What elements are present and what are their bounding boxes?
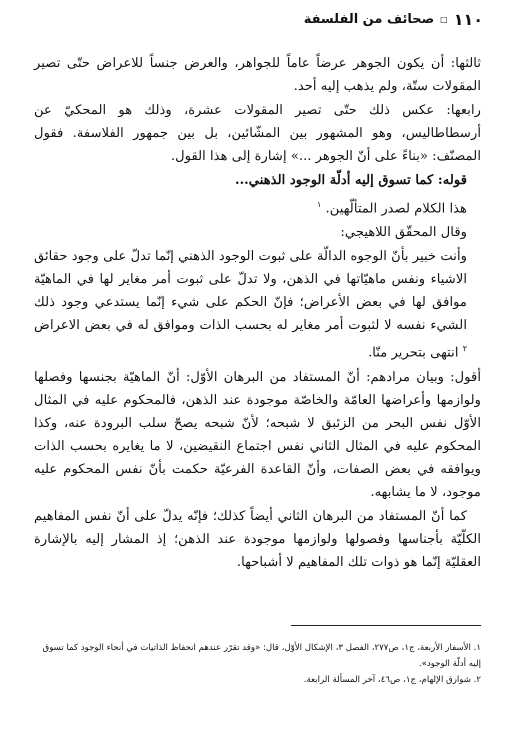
footnote-separator: [291, 625, 481, 626]
page-number: ١١٠: [453, 9, 483, 29]
square-ornament-icon: □: [440, 14, 448, 24]
footnote-ref-2: ٢: [462, 344, 467, 354]
paragraph-lahiji: وقال المحقّق اللاهيجي:: [340, 225, 467, 241]
paragraph-attribution: [34, 193, 481, 220]
footnote-1: ١. الأسفار الأربعة، ج١، ص٢٧٧، الفصل ٣، الإشكال الأوّل، قال: «وقد تقرّر عندهم انحفاظ الذاتيات في أنحاء الوجود كما تسوق إليه أدلّة الوجود».: [42, 643, 481, 669]
paragraph-third: ثالثها: أن يكون الجوهر عرضاً عاماً للجواهر، والعرض جنساً للاعراض حتّى تصير المقولات ستّة، ولم يذهب إليه أحد.: [34, 56, 481, 94]
quote-end: انتهى بتحرير منّا.: [368, 345, 459, 361]
paragraph-quote-heading: قوله: كما تسوق إليه أدلّة الوجود الذهني...: [234, 173, 467, 188]
footnote-2: ٢. شوارق الإلهام، ج١، ص٤٦، آخر المسألة الرابعة.: [303, 675, 481, 685]
running-title: صحائف من الفلسفة: [303, 11, 435, 27]
main-text: [34, 52, 481, 575]
page-header: [34, 8, 483, 30]
paragraph-fourth: رابعها: عكس ذلك حتّى تصير المقولات عشرة، وذلك هو المحكيّ عن أرسطاطاليس، وهو المشهور بين المشّائين، بل بين جمهور الفلاسفة. فقول المصنّف: «بناءً على أنّ الجوهر ...» إشارة إلى هذا القول.: [34, 103, 481, 164]
paragraph-aqulu: أقول: وبيان مرادهم: أنّ المستفاد من البرهان الأوّل: أنّ الماهيّة بجنسها وفصلها ولوازمها وأعراضها العامّة والخاصّة موجودة عند الذهن، فالمحكوم عليه في المثال الأوّل نفس البحر من الزئبق لا شبحه؛ لأنّ شبحه يصحّ سلب البرودة عنه، وكذا المحكوم عليه في المثال الثاني نفس اجتماع النقيضين، لا ما يغايره بحسب الذات ويوافقه في بعض الصفات، وأنّ القاعدة الفرعيّة حكمت بأنّ نفس المحكوم عليه موجود، لا ما يشابهه.: [34, 369, 481, 500]
quote-text: وأنت خبير بأنّ الوجوه الدالّة على ثبوت الوجود الذهني إنّما تدلّ على وجود حقائق الاشياء ونفس ماهيّاتها في الذهن، ولا تدلّ على ثبوت أمر مغاير لها في الماهيّة موافق لها في بعض الأعراض؛ فإنّ الحكم على شيء إنّما يستدعي وجود ذلك الشيء نفسه لا لثبوت أمر مغاير له بحسب الذات وموافق له في بعض الاعراض: [34, 249, 467, 334]
paragraph-second-proof: كما أنّ المستفاد من البرهان الثاني أيضاً كذلك؛ فإنّه يدلّ على أنّ نفس المفاهيم الكلّيّة بأجناسها وفصولها ولوازمها موجودة عند الذهن؛ إذ المشار إليه بالإشارة العقليّة إنّما هو ذوات تلك المفاهيم لا أشباحها.: [34, 508, 481, 570]
attribution-text: هذا الكلام لصدر المتألّهين.: [325, 201, 467, 217]
block-quote: [34, 245, 481, 364]
footnotes: [34, 640, 481, 688]
footnote-ref-1: ١: [317, 200, 322, 209]
